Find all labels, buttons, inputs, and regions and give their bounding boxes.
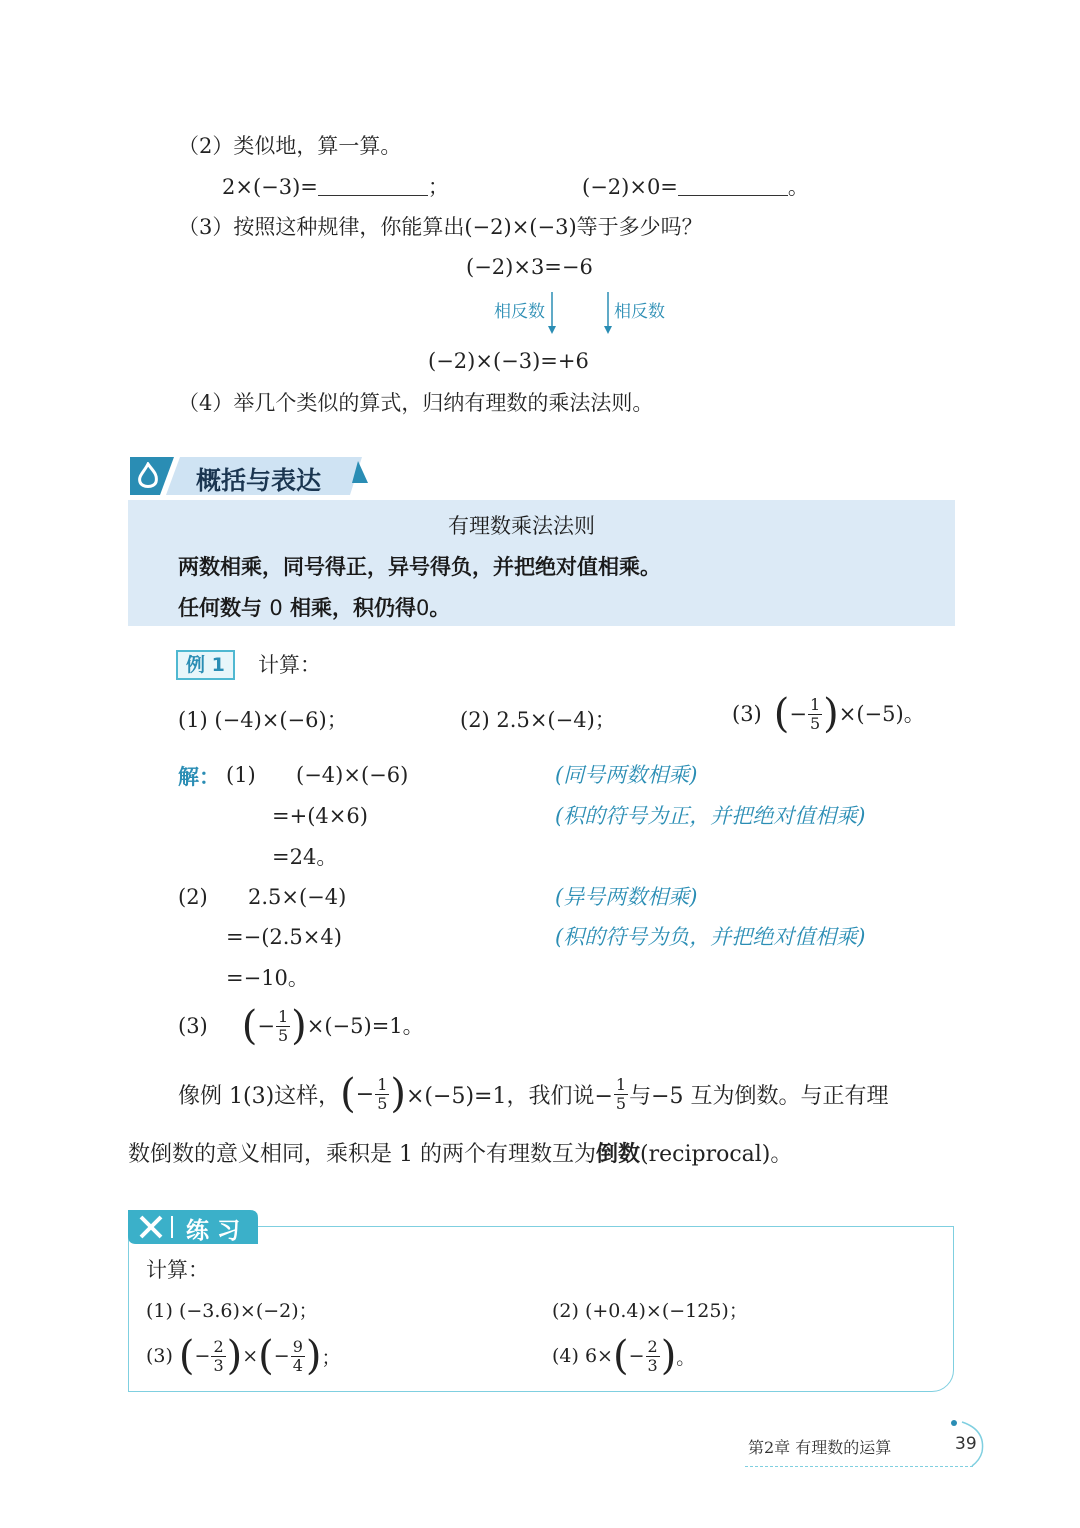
fraction-num: 2	[647, 1336, 658, 1356]
sol-3: (3) ( − $\frac{1}{5}$ ) ×(−5)=1。	[178, 1003, 424, 1049]
item-3: （3）按照这种规律，你能算出(−2)×(−3)等于多少吗？	[178, 215, 703, 239]
answer-blank-1[interactable]	[318, 175, 428, 196]
practice-q2: (2) (+0.4)×(−125)；	[552, 1300, 748, 1322]
practice-q3: (3) ( − $\frac{2}{3}$ ) × ( − $\frac{9}{4}$ ) ；	[146, 1333, 341, 1379]
para-2a: 数倒数的意义相同，乘积是 1 的两个有理数互为	[128, 1142, 596, 1167]
sol-1-line-1: (−4)×(−6)	[296, 763, 409, 787]
example-q2: (2) 2.5×(−4)；	[460, 708, 616, 732]
example-q3-tail: ×(−5)。	[838, 702, 925, 726]
page-number: 39	[955, 1434, 977, 1454]
practice-q4-label: (4) 6×	[552, 1345, 613, 1367]
sol-2-num: (2)	[178, 885, 208, 909]
fraction-num: 1	[809, 694, 821, 714]
equation-2: (−2)×(−3)=+6	[428, 349, 589, 373]
fraction-num: 1	[377, 1074, 388, 1094]
practice-q1: (1) (−3.6)×(−2)；	[146, 1300, 318, 1322]
practice-q3-label: (3)	[146, 1345, 173, 1367]
example-q3-label: (3)	[732, 702, 762, 726]
example-q3: (3) ( − $\frac{1}{5}$ ) ×(−5)。	[732, 691, 925, 737]
fraction-den: 5	[277, 1025, 289, 1045]
answer-blank-2[interactable]	[678, 175, 788, 196]
practice-q3-minus-1: −	[194, 1345, 211, 1367]
para-2b: (reciprocal)。	[640, 1142, 793, 1167]
footer-divider	[745, 1466, 973, 1467]
sol-1-num: (1)	[226, 763, 256, 787]
para-1c: 与−5 互为倒数。与正有理	[629, 1083, 889, 1109]
para-1b: ×(−5)=1，我们说−	[406, 1083, 613, 1109]
pencil-ruler-icon	[138, 1214, 164, 1240]
fraction	[276, 1008, 290, 1045]
footer-chapter: 第2章 有理数的运算	[748, 1438, 892, 1457]
practice-q4-minus: −	[628, 1345, 645, 1367]
fraction-den: 3	[213, 1355, 224, 1375]
practice-tab-label: 练 习	[186, 1218, 241, 1244]
practice-q4: (4) 6× ( − $\frac{2}{3}$ ) 。	[552, 1333, 696, 1379]
paragraph-line-1: 像例 1(3)这样， ( − $\frac{1}{5}$ ) ×(−5)=1，我们说− $\frac{1}{5}$ 与−5 互为倒数。与正有理	[178, 1071, 889, 1117]
fraction	[375, 1076, 389, 1113]
practice-q3-times: ×	[242, 1345, 259, 1367]
sol-1-note-2: (积的符号为正，并把绝对值相乘)	[555, 804, 866, 828]
sol-2-note-2: (积的符号为负，并把绝对值相乘)	[555, 925, 866, 949]
arrow-label-right: 相反数	[614, 302, 665, 322]
practice-prompt: 计算：	[146, 1258, 209, 1282]
fraction-num: 9	[292, 1336, 303, 1356]
fraction-num: 1	[615, 1074, 627, 1094]
item-2a	[222, 173, 449, 201]
fraction-den: 5	[615, 1093, 627, 1113]
example-prompt: 计算：	[258, 653, 321, 677]
fraction-den: 5	[377, 1093, 388, 1113]
practice-q4-end: 。	[676, 1346, 696, 1369]
fraction	[291, 1338, 305, 1375]
fraction-den: 5	[809, 713, 821, 733]
item-2a-end: ；	[427, 175, 449, 199]
rule-title: 有理数乘法法则	[448, 514, 595, 538]
item-2-intro: （2）类似地，算一算。	[178, 134, 402, 158]
fraction-den: 3	[647, 1355, 658, 1375]
arrow-label-left: 相反数	[494, 302, 545, 322]
item-4: （4）举几个类似的算式，归纳有理数的乘法法则。	[178, 391, 654, 415]
section-title: 概括与表达	[196, 466, 322, 495]
rule-line-1: 两数相乘，同号得正，异号得负，并把绝对值相乘。	[178, 555, 661, 579]
para-1a: 像例 1(3)这样，	[178, 1083, 341, 1109]
fraction	[614, 1076, 628, 1113]
example-q3-minus: −	[789, 702, 807, 726]
sol-1-line-3: =24。	[272, 845, 338, 869]
equation-1: (−2)×3=−6	[466, 255, 593, 279]
reciprocal-term: 倒数	[596, 1142, 641, 1167]
rule-line-2	[178, 592, 450, 622]
item-2b-end: 。	[787, 175, 809, 199]
sol-1-note-1: (同号两数相乘)	[555, 763, 698, 787]
sol-2-note-1: (异号两数相乘)	[555, 885, 698, 909]
sol-3-num: (3)	[178, 1014, 208, 1038]
sol-2-line-3: =−10。	[226, 966, 309, 990]
item-2b-expr: (−2)×0=	[582, 175, 678, 199]
example-tag	[176, 650, 235, 680]
sol-3-tail: ×(−5)=1。	[306, 1014, 424, 1038]
practice-q3-end: ；	[321, 1346, 341, 1369]
rule-zero-2: 0	[416, 596, 430, 620]
fraction	[211, 1338, 225, 1375]
rule-line-2b: 相乘，积仍得	[290, 596, 416, 620]
fraction-num: 2	[213, 1336, 224, 1356]
fraction	[646, 1338, 660, 1375]
fraction	[808, 696, 822, 733]
example-tag-label: 例 1	[176, 650, 235, 680]
page-corner-arc-icon	[946, 1414, 990, 1470]
rule-line-2a: 任何数与	[178, 596, 262, 620]
solution-label: 解：	[178, 765, 220, 789]
item-2b	[582, 173, 809, 201]
flame-icon	[136, 462, 160, 490]
practice-q3-minus-2: −	[273, 1345, 290, 1367]
fraction-num: 1	[277, 1006, 289, 1026]
sol-2-line-2: =−(2.5×4)	[226, 925, 342, 949]
para-1-minus: −	[355, 1081, 375, 1107]
rule-line-2-end: 。	[429, 596, 451, 620]
fraction-den: 4	[292, 1355, 303, 1375]
sol-1-line-2: =+(4×6)	[272, 804, 368, 828]
item-2a-expr: 2×(−3)=	[222, 175, 318, 199]
rule-zero-1: 0	[269, 596, 283, 620]
opposite-arrows-icon	[540, 290, 630, 336]
example-q1: (1) (−4)×(−6)；	[178, 708, 348, 732]
paragraph-line-2	[128, 1141, 792, 1169]
sol-2-line-1: 2.5×(−4)	[248, 885, 347, 909]
sol-3-minus: −	[257, 1014, 275, 1038]
